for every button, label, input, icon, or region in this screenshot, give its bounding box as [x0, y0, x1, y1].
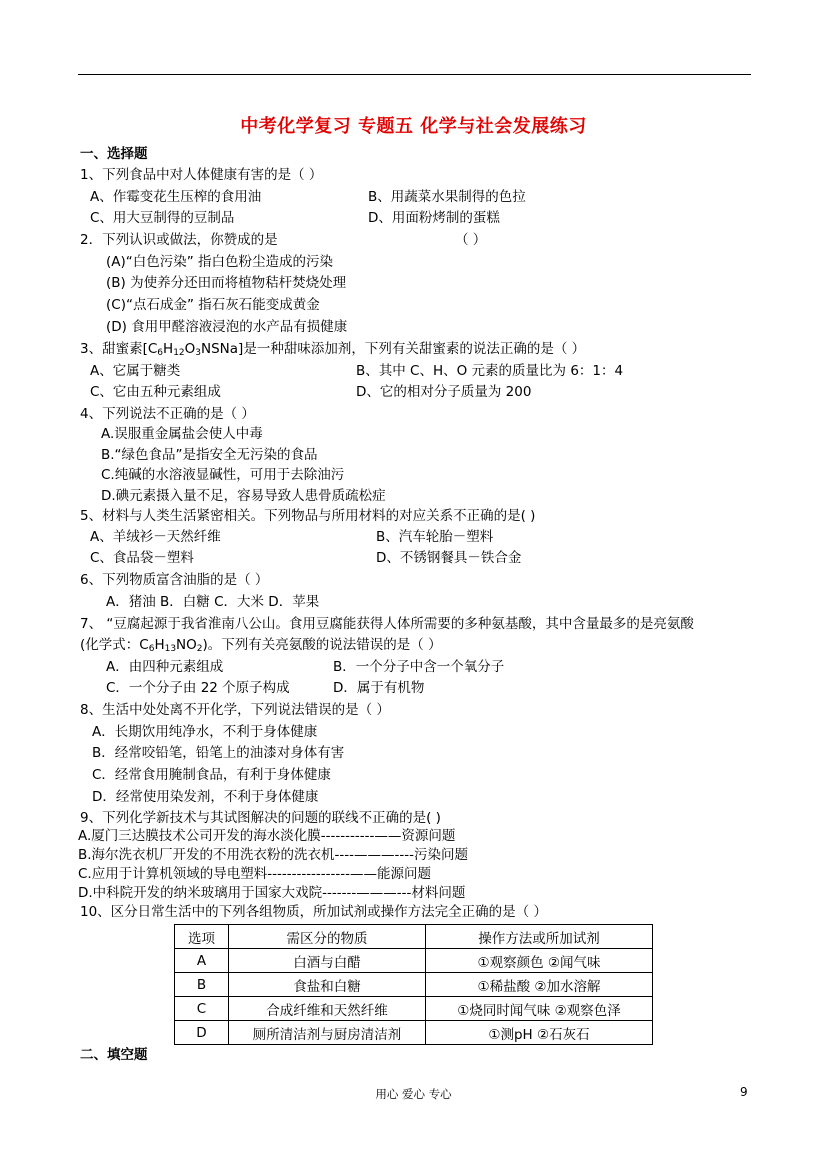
question-7-option-b: B．一个分子中含一个氧分子	[333, 659, 505, 675]
question-1-option-b: B、用蔬菜水果制得的色拉	[368, 189, 526, 205]
section-heading-fill: 二、填空题	[80, 1047, 148, 1063]
table-row	[175, 949, 653, 973]
table-row	[175, 997, 653, 1021]
page-title: 中考化学复习 专题五 化学与社会发展练习	[240, 116, 587, 137]
question-10-stem: 10、区分日常生活中的下列各组物质，所加试剂或操作方法完全正确的是（ ）	[80, 904, 547, 920]
question-7-stem: 7、 “豆腐起源于我省淮南八公山。食用豆腐能获得人体所需要的多种氨基酸，其中含量最多的是亮氨酸	[80, 616, 694, 632]
question-4-stem: 4、下列说法不正确的是（ ）	[80, 406, 255, 422]
section-heading-choice: 一、选择题	[80, 146, 148, 162]
question-7-formula-line: (化学式：$C_6H_{13}NO_2$)。下列有关亮氨酸的说法错误的是（ ）	[80, 637, 442, 654]
table-cell: 厕所清洁剂与厨房清洁剂	[229, 1021, 426, 1045]
question-10-table	[174, 924, 653, 1045]
table-cell: ①测pH ②石灰石	[426, 1021, 653, 1045]
question-9-stem: 9、下列化学新技术与其试图解决的问题的联线不正确的是( )	[80, 810, 441, 826]
question-1-option-c: C、用大豆制得的豆制品	[90, 210, 235, 226]
question-6-stem: 6、下列物质富含油脂的是（ ）	[80, 572, 269, 588]
question-3-option-b: B、其中 C、H、O 元素的质量比为 6：1：4	[356, 363, 624, 379]
table-cell: ①烧同时闻气味 ②观察色泽	[426, 997, 653, 1021]
question-8-option-a: A．长期饮用纯净水，不利于身体健康	[92, 724, 318, 740]
question-4-option-b: B.“绿色食品”是指安全无污染的食品	[101, 447, 318, 463]
table-cell: 白酒与白醋	[229, 949, 426, 973]
question-1-option-a: A、作霉变花生压榨的食用油	[90, 189, 262, 205]
question-2-option-d: (D) 食用甲醛溶液浸泡的水产品有损健康	[106, 319, 348, 335]
question-3-option-a: A、它属于糖类	[90, 363, 181, 379]
question-2-option-c: (C)“点石成金” 指石灰石能变成黄金	[106, 297, 320, 313]
question-5-option-d: D、不锈钢餐具－铁合金	[376, 550, 522, 566]
table-header-row	[175, 925, 653, 949]
question-8-option-d: D．经常使用染发剂，不利于身体健康	[92, 789, 319, 805]
question-5-stem: 5、材料与人类生活紧密相关。下列物品与所用材料的对应关系不正确的是( )	[80, 508, 536, 524]
table-cell: 食盐和白糖	[229, 973, 426, 997]
question-2-paren: （ ）	[455, 232, 487, 248]
question-3-option-c: C、它由五种元素组成	[90, 384, 221, 400]
question-5-option-a: A、羊绒衫－天然纤维	[90, 529, 221, 545]
question-5-option-b: B、汽车轮胎－塑料	[376, 529, 494, 545]
page-footer: 用心 爱心 专心	[375, 1087, 452, 1101]
question-9-option-d: D.中科院开发的纳米玻璃用于国家大戏院-------———---材料问题	[78, 885, 466, 901]
question-2-option-b: (B) 为使养分还田而将植物秸杆焚烧处理	[106, 275, 347, 291]
header-rule	[78, 74, 751, 75]
question-7-option-c: C．一个分子由 22 个原子构成	[106, 680, 290, 696]
question-1-option-d: D、用面粉烤制的蛋糕	[368, 210, 500, 226]
page-number: 9	[740, 1085, 748, 1099]
question-3-option-d: D、它的相对分子质量为 200	[356, 384, 532, 400]
table-cell: ①观察颜色 ②闻气味	[426, 949, 653, 973]
question-3-stem: 3、甜蜜素$[C_6H_{12}O_3NSNa]$是一种甜味添加剂，下列有关甜蜜素的说法正确的是（ ）	[80, 341, 586, 358]
table-cell: C	[175, 997, 229, 1021]
question-4-option-d: D.碘元素摄入量不足，容易导致人患骨质疏松症	[101, 488, 386, 504]
question-5-option-c: C、食品袋－塑料	[90, 550, 194, 566]
table-cell: B	[175, 973, 229, 997]
table-cell: 合成纤维和天然纤维	[229, 997, 426, 1021]
question-2-stem: 2．下列认识或做法，你赞成的是	[80, 232, 278, 248]
question-4-option-c: C.纯碱的水溶液显碱性，可用于去除油污	[101, 467, 345, 483]
question-9-option-b: B.海尔洗衣机厂开发的不用洗衣粉的洗衣机----———----污染问题	[78, 847, 469, 863]
question-9-option-c: C.应用于计算机领域的导电塑料-----------------——能源问题	[78, 866, 432, 882]
table-cell: ①稀盐酸 ②加水溶解	[426, 973, 653, 997]
table-cell: A	[175, 949, 229, 973]
question-1-stem: 1、下列食品中对人体健康有害的是（ ）	[80, 167, 323, 183]
question-7-option-d: D．属于有机物	[333, 680, 425, 696]
question-8-stem: 8、生活中处处离不开化学，下列说法错误的是（ ）	[80, 702, 390, 718]
question-7-option-a: A．由四种元素组成	[106, 659, 224, 675]
table-row	[175, 1021, 653, 1045]
question-6-options: A．猪油 B．白糖 C．大米 D．苹果	[106, 594, 320, 610]
table-row	[175, 973, 653, 997]
table-cell: D	[175, 1021, 229, 1045]
table-header-cell: 需区分的物质	[229, 925, 426, 949]
table-header-cell: 操作方法或所加试剂	[426, 925, 653, 949]
question-8-option-b: B．经常咬铅笔，铅笔上的油漆对身体有害	[92, 745, 345, 761]
table-header-cell: 选项	[175, 925, 229, 949]
question-4-option-a: A.误服重金属盐会使人中毒	[101, 426, 263, 442]
question-8-option-c: C．经常食用腌制食品，有利于身体健康	[92, 767, 331, 783]
question-9-option-a: A.厦门三达膜技术公司开发的海水淡化膜-----------——资源问题	[78, 828, 456, 844]
question-2-option-a: (A)“白色污染” 指白色粉尘造成的污染	[106, 254, 334, 270]
